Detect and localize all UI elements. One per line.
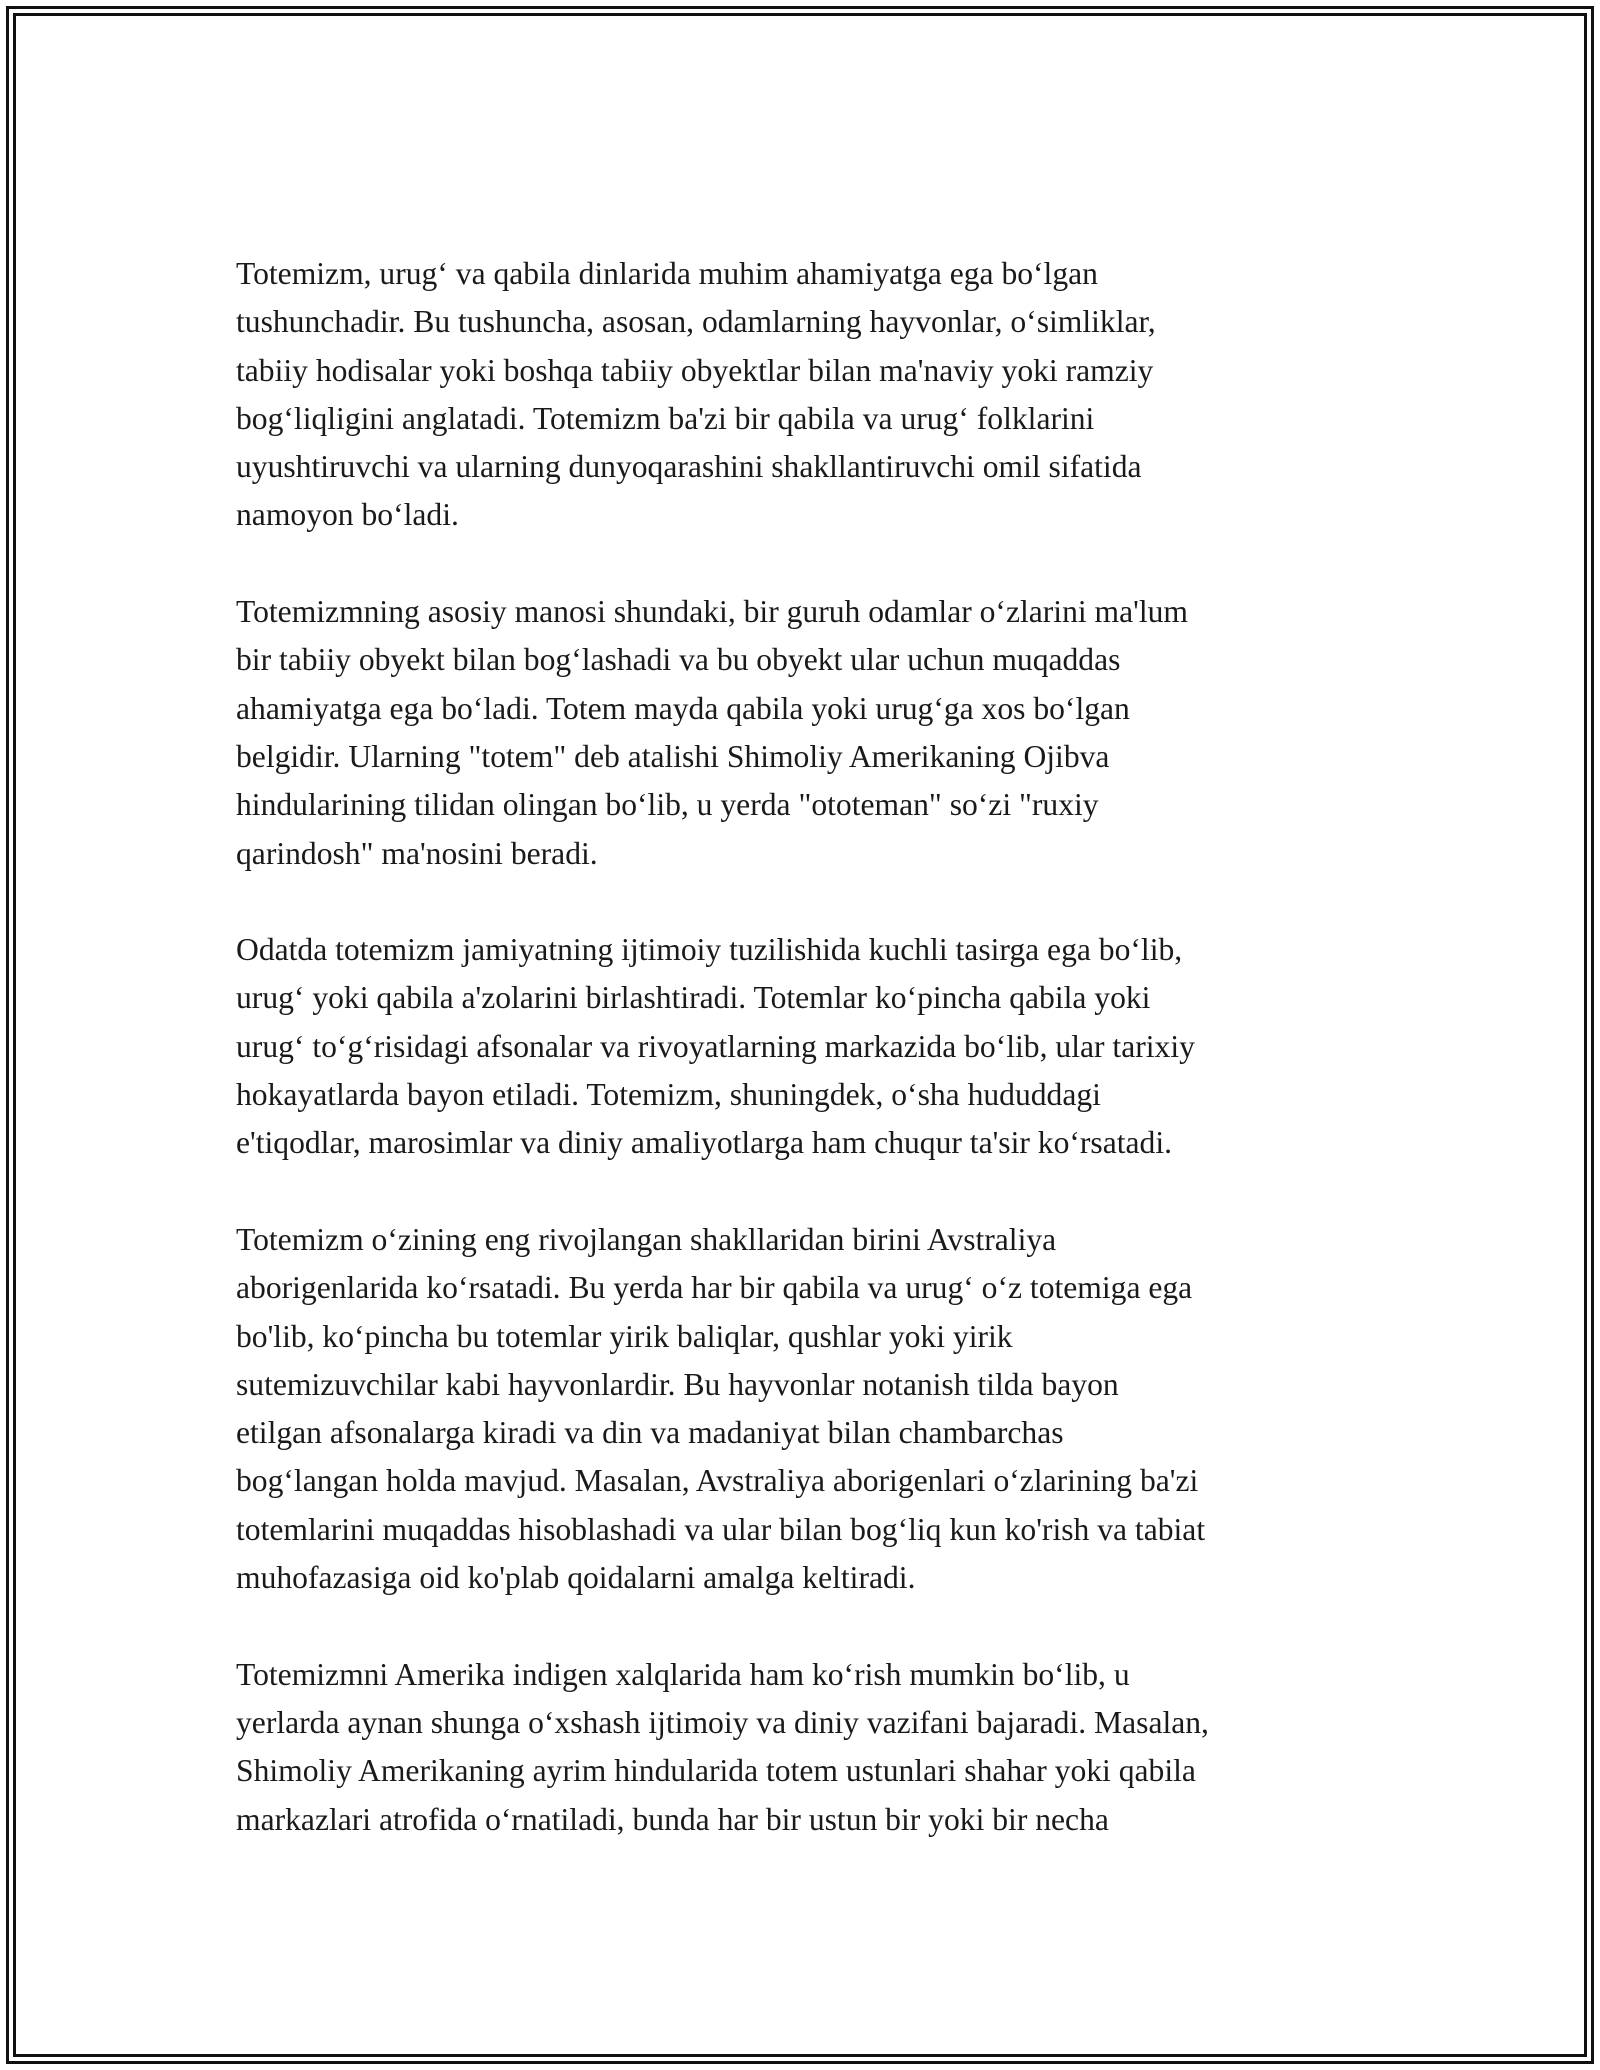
text-line: bir tabiiy obyekt bilan bog‘lashadi va bu obyekt ular uchun muqaddas (236, 642, 1121, 678)
text-line: urug‘ to‘g‘risidagi afsonalar va rivoyatlarning markazida bo‘lib, ular tarixiy (236, 1028, 1195, 1064)
text-line: ahamiyatga ega bo‘ladi. Totem mayda qabila yoki urug‘ga xos bo‘lgan (236, 690, 1130, 726)
text-line: yerlarda aynan shunga o‘xshash ijtimoiy va diniy vazifani bajaradi. Masalan, (236, 1704, 1209, 1740)
text-line: belgidir. Ularning "totem" deb atalishi Shimoliy Amerikaning Ojibva (236, 738, 1110, 774)
text-line: hokayatlarda bayon etiladi. Totemizm, shuningdek, o‘sha hududdagi (236, 1077, 1101, 1113)
text-line: Shimoliy Amerikaning ayrim hindularida totem ustunlari shahar yoki qabila (236, 1753, 1196, 1789)
text-line: etilgan afsonalarga kiradi va din va madaniyat bilan chambarchas (236, 1415, 1064, 1451)
text-line: Totemizm o‘zining eng rivojlangan shakllaridan birini Avstraliya (236, 1221, 1057, 1257)
text-line: e'tiqodlar, marosimlar va diniy amaliyotlarga ham chuqur ta'sir ko‘rsatadi. (236, 1125, 1173, 1161)
text-line: namoyon bo‘ladi. (236, 497, 459, 533)
text-line: Totemizm, urug‘ va qabila dinlarida muhim ahamiyatga ega bo‘lgan (236, 256, 1098, 291)
text-line: muhofazasiga oid ko'plab qoidalarni amalga keltiradi. (236, 1560, 916, 1596)
text-line: Odatda totemizm jamiyatning ijtimoiy tuzilishida kuchli tasirga ega bo‘lib, (236, 932, 1183, 968)
text-line: qarindosh" ma'nosini beradi. (236, 835, 598, 871)
text-line: bog‘liqligini anglatadi. Totemizm ba'zi bir qabila va urug‘ folklarini (236, 400, 1095, 436)
text-line: urug‘ yoki qabila a'zolarini birlashtiradi. Totemlar ko‘pincha qabila yoki (236, 980, 1151, 1016)
text-line: markazlari atrofida o‘rnatiladi, bunda har bir ustun bir yoki bir necha (236, 1801, 1109, 1837)
paragraph-1 (236, 250, 1386, 540)
text-line: bo'lib, ko‘pincha bu totemlar yirik baliqlar, qushlar yoki yirik (236, 1318, 1013, 1354)
document-body (236, 250, 1386, 1892)
text-line: sutemizuvchilar kabi hayvonlardir. Bu hayvonlar notanish tilda bayon (236, 1366, 1119, 1402)
text-line: Totemizmning asosiy manosi shundaki, bir guruh odamlar o‘zlarini ma'lum (236, 594, 1188, 630)
paragraph-2 (236, 588, 1386, 878)
text-line: bog‘langan holda mavjud. Masalan, Avstraliya aborigenlari o‘zlarining ba'zi (236, 1463, 1199, 1499)
text-line: Totemizmni Amerika indigen xalqlarida ham ko‘rish mumkin bo‘lib, u (236, 1656, 1130, 1692)
text-line: uyushtiruvchi va ularning dunyoqarashini shakllantiruvchi omil sifatida (236, 449, 1142, 485)
paragraph-3 (236, 926, 1386, 1167)
text-line: totemlarini muqaddas hisoblashadi va ular bilan bog‘liq kun ko'rish va tabiat (236, 1511, 1206, 1547)
paragraph-5 (236, 1651, 1386, 1844)
text-line: tushunchadir. Bu tushuncha, asosan, odamlarning hayvonlar, o‘simliklar, (236, 304, 1156, 340)
text-line: tabiiy hodisalar yoki boshqa tabiiy obyektlar bilan ma'naviy yoki ramziy (236, 352, 1154, 388)
paragraph-4 (236, 1216, 1386, 1602)
text-line: hindularining tilidan olingan bo‘lib, u yerda "ototeman" so‘zi "ruxiy (236, 787, 1099, 823)
text-line: aborigenlarida ko‘rsatadi. Bu yerda har bir qabila va urug‘ o‘z totemiga ega (236, 1270, 1193, 1306)
